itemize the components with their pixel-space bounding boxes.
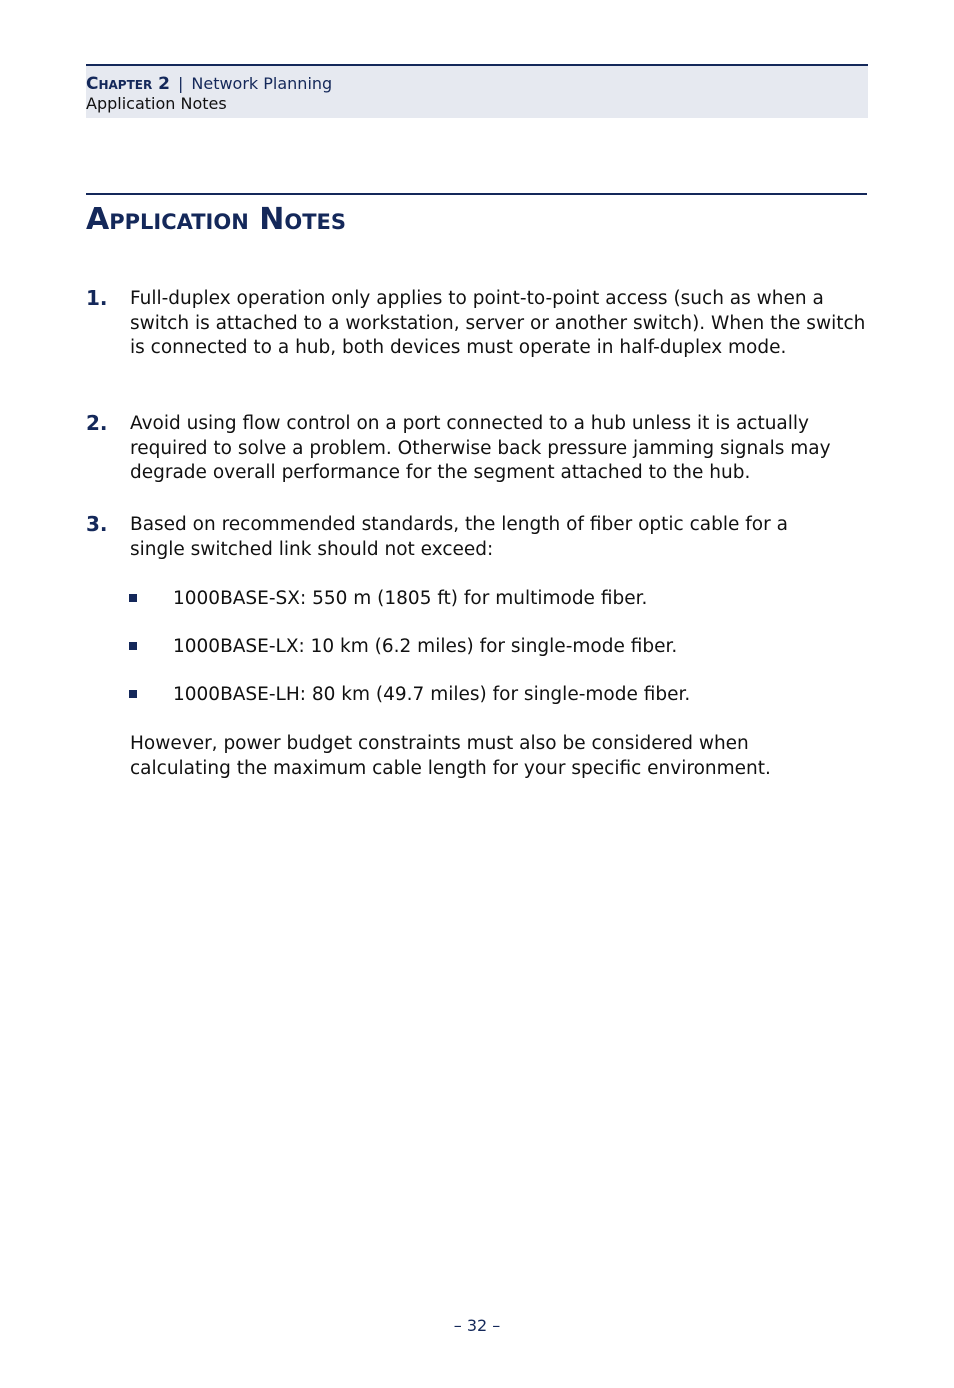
header-section-name: Application Notes: [86, 94, 227, 113]
running-header: [86, 64, 868, 118]
item-number-1: 1.: [86, 286, 108, 310]
chapter-title: Network Planning: [191, 74, 333, 93]
page-number: – 32 –: [453, 1316, 501, 1335]
bullet-square-icon: [129, 690, 137, 698]
item-number-3: 3.: [86, 512, 108, 536]
item-number-2: 2.: [86, 411, 108, 435]
chapter-label: Chapter 2: [86, 74, 170, 94]
item-3-followup: However, power budget constraints must also be considered when calculating the maximum cable length for your specific environment.: [130, 733, 771, 779]
item-text-1: Full-duplex operation only applies to point-to-point access (such as when a switch is attached to a workstation, server or another switch). When the switch is connected to a hub, both devices must operate in half-duplex mode.: [130, 288, 866, 358]
item-text-3: Based on recommended standards, the length of fiber optic cable for a single switched link should not exceed:: [130, 514, 788, 560]
bullet-item-lx: 1000BASE-LX: 10 km (6.2 miles) for single-mode fiber.: [173, 636, 678, 657]
bullet-square-icon: [129, 594, 137, 602]
header-separator: |: [177, 74, 184, 93]
bullet-square-icon: [129, 642, 137, 650]
section-rule: [86, 193, 867, 195]
bullet-item-sx: 1000BASE-SX: 550 m (1805 ft) for multimode fiber.: [173, 588, 648, 609]
section-title: Application Notes: [86, 202, 346, 237]
header-chapter-line: [86, 74, 332, 94]
bullet-item-lh: 1000BASE-LH: 80 km (49.7 miles) for single-mode fiber.: [173, 684, 691, 705]
item-text-2: Avoid using flow control on a port connected to a hub unless it is actually required to solve a problem. Otherwise back pressure jamming signals may degrade overall performance for the segment attached to the hub.: [130, 413, 831, 483]
